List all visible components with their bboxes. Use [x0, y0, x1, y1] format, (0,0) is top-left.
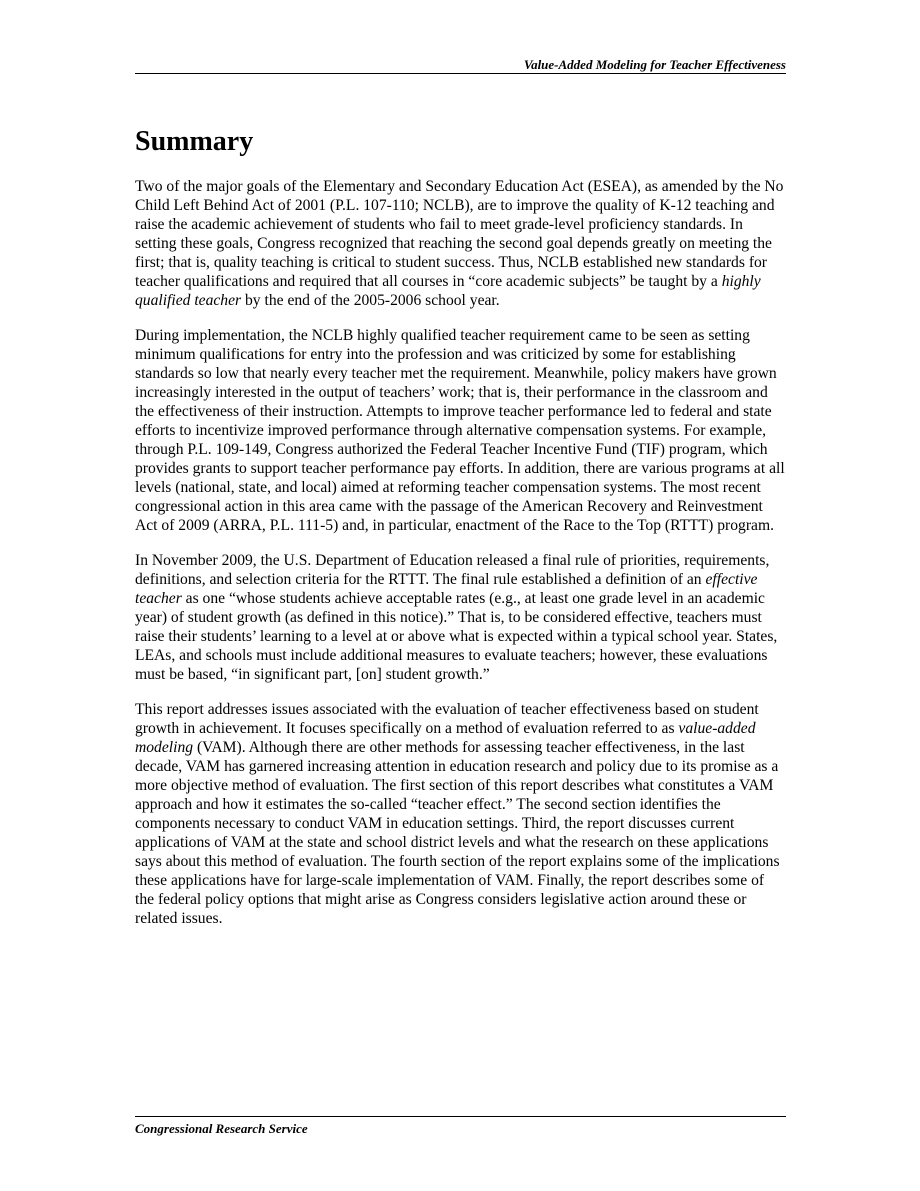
running-header: Value-Added Modeling for Teacher Effectiveness — [523, 57, 786, 72]
emphasis-term: highly qualified teacher — [135, 273, 761, 309]
text-run: (VAM). Although there are other methods for assessing teacher effectiveness, in the last decade, VAM has garnered increasing attention in education research and policy due to its promise as a more objective method of evaluation. The first section of this report describes what constitutes a VAM approach and how it estimates the so-called “teacher effect.” The second section identifies the components necessary to conduct VAM in education settings. Third, the report discusses current applications of VAM at the state and school district levels and what the research on these applications says about this method of evaluation. The fourth section of the report explains some of the implications these applications have for large-scale implementation of VAM. Finally, the report describes some of the federal policy options that might arise as Congress considers legislative action around these or related issues. — [135, 739, 780, 927]
emphasis-term: effective teacher — [135, 571, 758, 607]
summary-body — [135, 177, 786, 944]
page-title: Summary — [135, 126, 254, 157]
text-run: Two of the major goals of the Elementary and Secondary Education Act (ESEA), as amended by the No Child Left Behind Act of 2001 (P.L. 107-110; NCLB), are to improve the quality of K-12 teaching and raise the academic achievement of students who fail to meet grade-level proficiency standards. In setting these goals, Congress recognized that reaching the second goal depends greatly on meeting the first; that is, quality teaching is critical to student success. Thus, NCLB established new standards for teacher qualifications and required that all courses in “core academic subjects” be taught by a — [135, 178, 784, 290]
paragraph — [135, 700, 786, 928]
text-run: During implementation, the NCLB highly qualified teacher requirement came to be seen as setting minimum qualifications for entry into the profession and was criticized by some for establishing standards so low that nearly every teacher met the requirement. Meanwhile, policy makers have grown increasingly interested in the output of teachers’ work; that is, their performance in the classroom and the effectiveness of their instruction. Attempts to improve teacher performance led to federal and state efforts to incentivize improved performance through alternative compensation systems. For example, through P.L. 109-149, Congress authorized the Federal Teacher Incentive Fund (TIF) program, which provides grants to support teacher performance pay efforts. In addition, there are various programs at all levels (national, state, and local) aimed at reforming teacher compensation systems. The most recent congressional action in this area came with the passage of the American Recovery and Reinvestment Act of 2009 (ARRA, P.L. 111-5) and, in particular, enactment of the Race to the Top (RTTT) program. — [135, 327, 785, 534]
paragraph — [135, 326, 786, 535]
emphasis-term: value-added modeling — [135, 720, 756, 756]
running-footer: Congressional Research Service — [135, 1121, 308, 1136]
text-run: This report addresses issues associated with the evaluation of teacher effectiveness based on student growth in achievement. It focuses specifically on a method of evaluation referred to as — [135, 701, 759, 737]
text-run: as one “whose students achieve acceptable rates (e.g., at least one grade level in an academic year) of student growth (as defined in this notice).” That is, to be considered effective, teachers must raise their students’ learning to a level at or above what is expected within a typical school year. States, LEAs, and schools must include additional measures to evaluate teachers; however, these evaluations must be based, “in significant part, [on] student growth.” — [135, 590, 778, 683]
paragraph — [135, 551, 786, 684]
footer-divider — [135, 1116, 786, 1117]
text-run: by the end of the 2005-2006 school year. — [241, 292, 500, 309]
header-divider — [135, 73, 786, 74]
text-run: In November 2009, the U.S. Department of Education released a final rule of priorities, requirements, definitions, and selection criteria for the RTTT. The final rule established a definition of an — [135, 552, 770, 588]
paragraph — [135, 177, 786, 310]
